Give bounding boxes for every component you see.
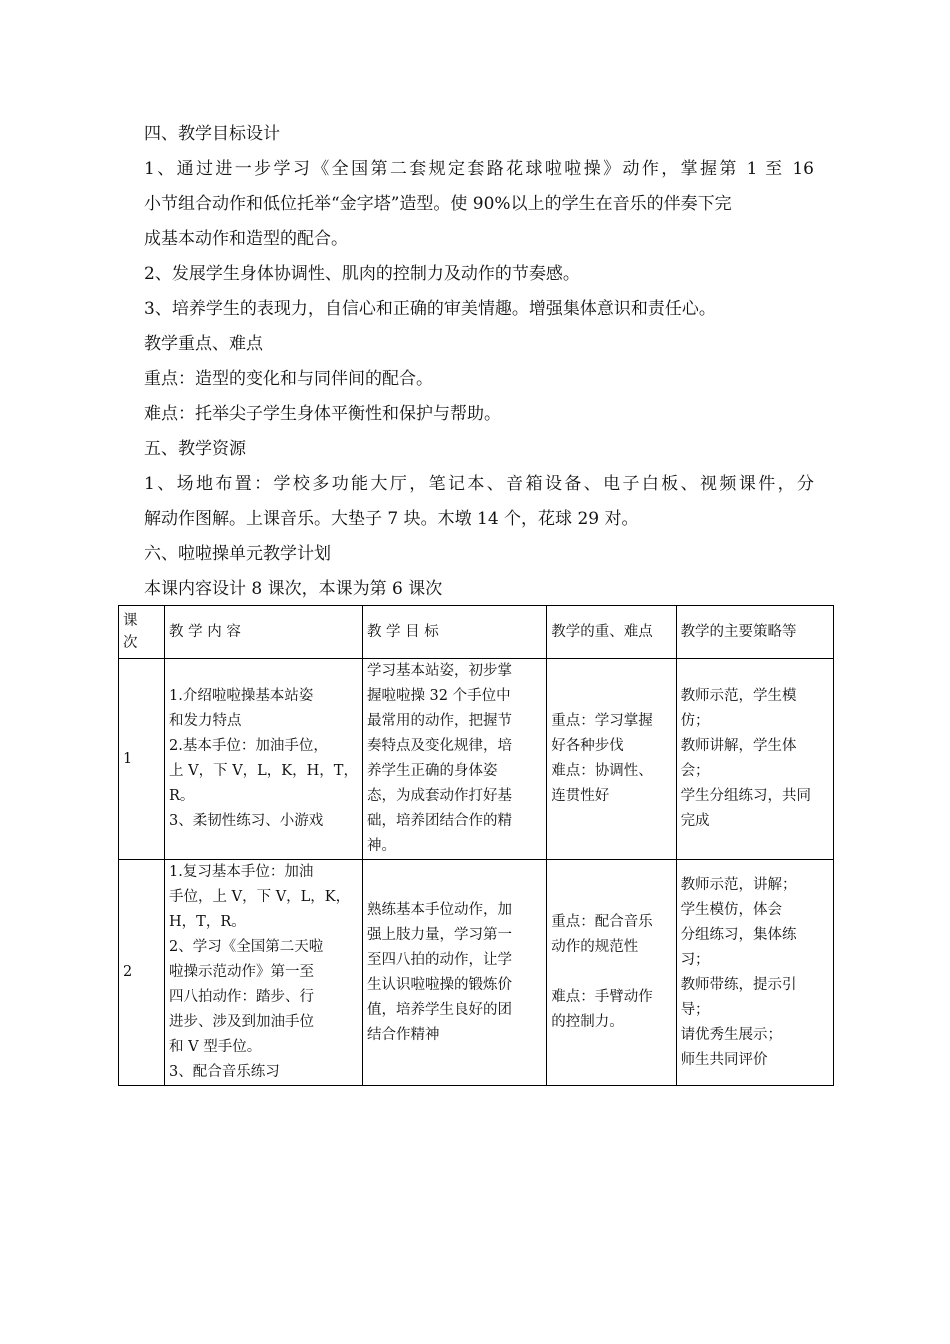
key-points-title: 教学重点、难点: [144, 334, 263, 354]
row-content: 1.复习基本手位：加油 手位，上 V，下 V，L，K， H，T，R。 2、学习《全国第二天啦 啦操示范动作》第一至 四八拍动作：踏步、行 进步、涉及到加油手位 和 V 型手位。 3、配合音乐练习: [165, 860, 363, 1086]
header-content: 教 学 内 容: [165, 606, 363, 659]
table-header-row: [119, 606, 834, 659]
row-number: 2: [119, 860, 165, 1086]
row-number: 1: [119, 659, 165, 860]
row-strategy: 教师示范，讲解； 学生模仿，体会 分组练习，集体练 习； 教师带练，提示引 导； 请优秀生展示； 师生共同评价: [676, 860, 833, 1086]
key-point: 重点：造型的变化和与同伴间的配合。: [144, 369, 433, 389]
section-4-title: 四、教学目标设计: [144, 124, 280, 144]
header-strategy: 教学的主要策略等: [676, 606, 833, 659]
section-5-title: 五、教学资源: [144, 439, 246, 459]
row-strategy: 教师示范，学生模 仿； 教师讲解，学生体 会； 学生分组练习，共同 完成: [676, 659, 833, 860]
difficulty-point: 难点：托举尖子学生身体平衡性和保护与帮助。: [144, 404, 501, 424]
objective-1: 1、通过进一步学习《全国第二套规定套路花球啦啦操》动作，掌握第 1 至 16 小节组合动作和低位托举“金字塔”造型。使 90%以上的学生在音乐的伴奏下完 成基本动作和造型的配合。: [144, 159, 814, 249]
section-6-intro: 本课内容设计 8 课次，本课为第 6 课次: [144, 579, 443, 599]
objective-2: 2、发展学生身体协调性、肌肉的控制力及动作的节奏感。: [144, 264, 580, 284]
unit-plan-table: [118, 605, 834, 1086]
objective-3: 3、培养学生的表现力，自信心和正确的审美情趣。增强集体意识和责任心。: [144, 299, 716, 319]
row-goal: 学习基本站姿，初步掌 握啦啦操 32 个手位中 最常用的动作，把握节 奏特点及变化规律，培 养学生正确的身体姿 态，为成套动作打好基 础，培养团结合作的精 神。: [362, 659, 546, 860]
header-goal: 教 学 目 标: [362, 606, 546, 659]
row-content: 1.介绍啦啦操基本站姿 和发力特点 2.基本手位：加油手位， 上 V，下 V，L，K，H，T， R。 3、柔韧性练习、小游戏: [165, 659, 363, 860]
table-row: [119, 659, 834, 860]
row-key: 重点：配合音乐 动作的规范性 难点：手臂动作 的控制力。: [547, 860, 676, 1086]
header-key: 教学的重、难点: [547, 606, 676, 659]
resources-item-1: 1、场地布置：学校多功能大厅，笔记本、音箱设备、电子白板、视频课件，分 解动作图解。上课音乐。大垫子 7 块。木墩 14 个，花球 29 对。: [144, 474, 814, 529]
table-row: [119, 860, 834, 1086]
row-key: 重点：学习掌握 好各种步伐 难点：协调性、 连贯性好: [547, 659, 676, 860]
header-lesson-no: 课 次: [119, 606, 165, 659]
section-6-title: 六、啦啦操单元教学计划: [144, 544, 331, 564]
row-goal: 熟练基本手位动作，加 强上肢力量，学习第一 至四八拍的动作，让学 生认识啦啦操的锻炼价 值，培养学生良好的团 结合作精神: [362, 860, 546, 1086]
